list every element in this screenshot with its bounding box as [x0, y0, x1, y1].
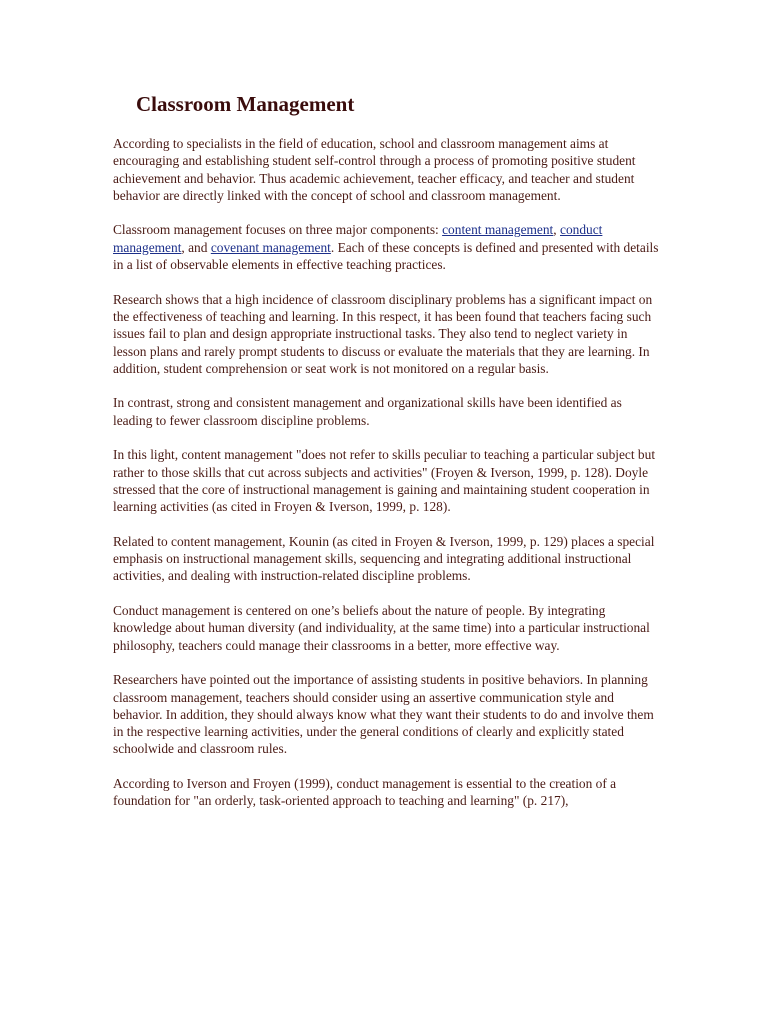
conduct-management-link[interactable]: conduct management	[113, 222, 603, 255]
paragraph-iverson-froyen: According to Iverson and Froyen (1999), conduct management is essential to the creation of a foundation for "an orderly, task-oriented approach to teaching and learning" (p. 217),	[113, 775, 617, 809]
paragraph-content-management: In this light, content management "does not refer to skills peculiar to teaching a particular subject but rather to those skills that cut across subjects and activities" (Froyen & Iverson, 1999, p. 128). Doyle stressed that the core of instructional management is gaining and maintaining student cooperation in learning activities (as cited in Froyen & Iverson, 1999, p. 128).	[113, 447, 656, 515]
components-outro-text: . Each of these concepts is defined and presented with details in a list of observable elements in effective teaching practices.	[113, 239, 659, 273]
paragraph-research: Research shows that a high incidence of classroom disciplinary problems has a significant impact on the effectiveness of teaching and learning. In this respect, it has been found that teachers facing such issues fail to plan and design appropriate instructional tasks. They also tend to neglect variety in lesson plans and rarely prompt students to discuss or evaluate the materials that they are learning. In addition, student comprehension or seat work is not monitored on a regular basis.	[113, 291, 653, 376]
components-separator-1: ,	[553, 222, 560, 238]
paragraph-contrast: In contrast, strong and consistent management and organizational skills have been identified as leading to fewer classroom discipline problems.	[113, 395, 622, 428]
paragraph-researchers: Researchers have pointed out the importance of assisting students in positive behaviors. In planning classroom management, teachers should consider using an assertive communication style and behavior. In addition, they should always know what they want their students to do and involve them in the respective learning activities, under the general conditions of clearly and explicitly stated schoolwide and classroom rules.	[113, 672, 654, 757]
paragraph-conduct-management: Conduct management is centered on one’s beliefs about the nature of people. By integrating knowledge about human diversity (and individuality, at the same time) into a particular instructional philosophy, teachers could manage their classrooms in a better, more effective way.	[113, 603, 650, 653]
document-body	[113, 135, 661, 810]
paragraph-kounin: Related to content management, Kounin (as cited in Froyen & Iverson, 1999, p. 129) places a special emphasis on instructional management skills, sequencing and integrating additional instructional activities, and dealing with instruction-related discipline problems.	[113, 533, 655, 584]
covenant-management-link[interactable]: covenant management	[210, 239, 331, 255]
paragraph-intro: According to specialists in the field of education, school and classroom management aims at encouraging and establishing student self-control through a process of promoting positive student achievement and behavior. Thus academic achievement, teacher efficacy, and teacher and student behavior are directly linked with the concept of school and classroom management.	[113, 136, 636, 203]
components-separator-2: , and	[181, 239, 211, 255]
components-intro-text: Classroom management focuses on three major components:	[113, 222, 443, 238]
paragraph-components	[113, 221, 661, 273]
page-title: Classroom Management	[136, 92, 355, 116]
content-management-link[interactable]: content management	[442, 222, 554, 238]
